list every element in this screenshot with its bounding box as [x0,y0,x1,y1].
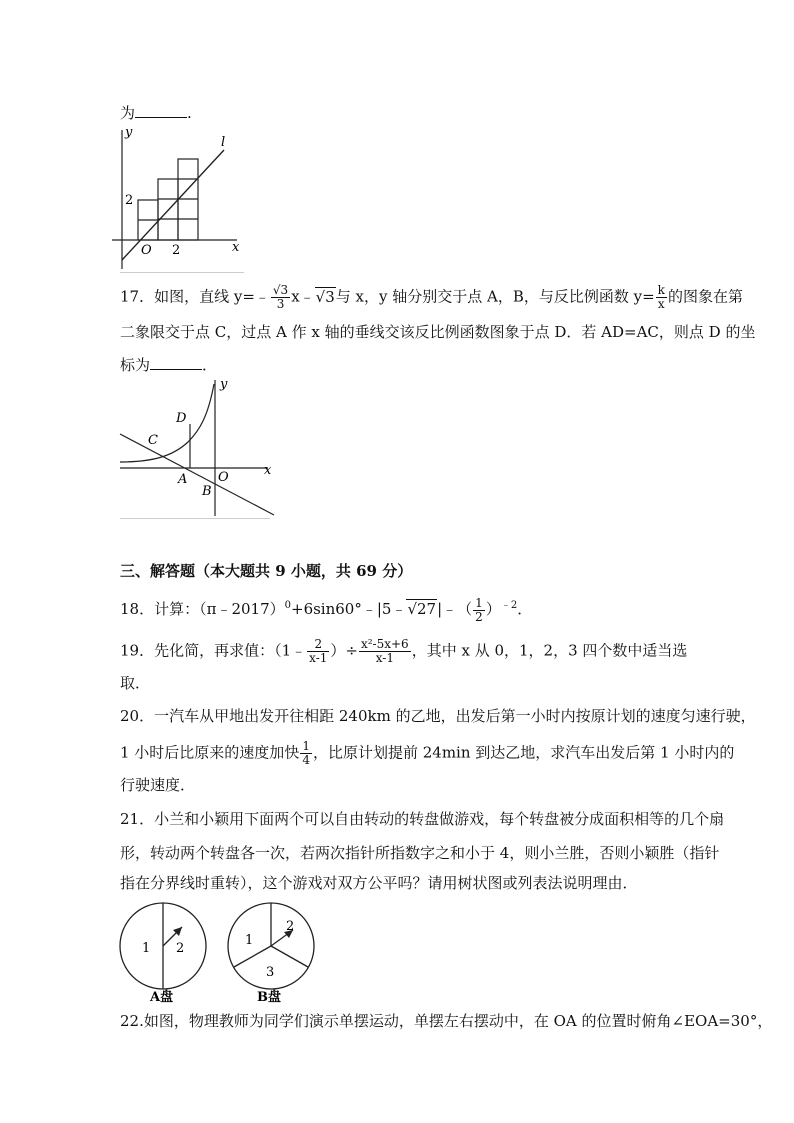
q17-text-c: 与 x，y 轴分别交于点 A，B，与反比例函数 y= [335,287,655,306]
label-o: O [218,470,229,485]
divider [120,518,270,519]
q17-sqrt: √3 [315,287,335,306]
q19-fraction-1: $\frac{2}{x-1}$ [309,637,328,665]
q20-line-1: 20．一汽车从甲地出发开往相距 240km 的乙地，出发后第一小时内按原计划的速度匀速行驶， [120,707,756,725]
spinner-b-label-1: 1 [245,933,254,948]
spinner-a-label-2: 2 [176,941,185,956]
figure-grid-line [112,122,252,278]
q17-text-a: 17．如图，直线 y=﹣ [120,287,270,306]
q19-text-c: ，其中 x 从 0，1，2，3 四个数中适当选 [411,641,688,660]
q17-line-3 [120,355,217,375]
q18-line [120,596,532,624]
label-2-y: 2 [125,193,134,208]
q20-line-2 [120,740,734,767]
q19-line-1 [120,638,687,665]
label-x: x [232,240,240,255]
q20-text-a: 1 小时后比原来的速度加快 [120,743,300,762]
q18-fraction: $\frac{1}{2}$ [475,595,483,624]
q16-answer-line [120,103,192,123]
label-x: x [264,463,272,478]
q18-sqrt: √27 [407,600,437,618]
q16-prefix: 为 [120,104,136,122]
spinner-a-caption: A盘 [150,990,174,1005]
q18-text-d: ） [485,600,501,618]
hyperbola-curve [120,384,214,462]
figure-spinners-svg [115,900,330,1005]
spinner-b [228,903,314,1005]
q17-suffix: ． [202,356,218,374]
label-a: A [178,472,188,487]
q17-prefix: 标为 [120,356,151,374]
spinner-b-label-2: 2 [286,919,295,934]
spinner-a [120,903,206,1005]
figure-grid-line-svg [112,122,252,274]
q20-text-b: ，比原计划提前 24min 到达乙地，求汽车出发后第 1 小时内的 [312,743,735,762]
q20-fraction: $\frac{1}{4}$ [302,739,310,767]
section-heading: 三、解答题（本大题共 9 小题，共 69 分） [120,562,413,580]
q19-fraction-2: $\frac{\text{x²-5x+6}}{x-1}$ [360,637,409,665]
q17-fraction-1: $\frac{√3}{3}$ [272,283,289,311]
q21-line-1: 21．小兰和小颖用下面两个可以自由转动的转盘做游戏，每个转盘被分成面积相等的几个扇 [120,810,725,828]
label-l: l [221,135,226,150]
figure-spinners [115,900,330,1009]
q17-text-b: x﹣ [291,287,315,306]
q17-line-1 [120,284,743,311]
q18-exponent-neg2: ﹣2 [500,600,518,611]
q22-line-1: 22.如图，物理教师为同学们演示单摆运动，单摆左右摆动中，在 OA 的位置时俯角∠EOA=30°， [120,1012,773,1030]
q16-suffix: . [187,104,192,122]
spinner-a-label-1: 1 [142,941,151,956]
q21-line-2: 形，转动两个转盘各一次，若两次指针所指数字之和小于 4，则小兰胜，否则小颖胜（指针 [120,844,720,862]
spinner-b-caption: B盘 [257,990,281,1005]
q19-line-2: 取． [120,674,151,692]
label-b: B [202,484,212,499]
q20-line-3: 行驶速度． [120,776,196,794]
q19-text-a: 19．先化简，再求值：（1﹣ [120,641,307,660]
answer-blank [150,355,202,370]
q21-line-3: 指在分界线时重转），这个游戏对双方公平吗？请用树状图或列表法说明理由． [120,874,638,892]
label-c: C [148,433,158,448]
line-ab [120,434,274,515]
label-2-x: 2 [172,243,181,258]
spinner-b-label-3: 3 [266,965,275,980]
q17-fraction-2: $\frac{k}{x}$ [657,283,665,311]
divider [120,272,244,273]
q18-text-c: |﹣（ [437,600,473,618]
q18-text-a: 18．计算：（π﹣2017） [120,600,285,618]
figure-hyperbola [118,376,278,525]
q18-text-e: ． [517,600,533,618]
figure-hyperbola-svg [118,376,278,521]
q18-exponent-0: 0 [284,600,291,611]
label-origin: O [141,243,152,258]
q18-text-b: +6sin60°﹣|5﹣ [291,600,407,618]
answer-blank [135,103,187,118]
q17-text-d: 的图象在第 [667,287,743,306]
q19-text-b: ）÷ [330,641,358,660]
squares [138,159,198,240]
q17-line-2: 二象限交于点 C，过点 A 作 x 轴的垂线交该反比例函数图象于点 D．若 AD=AC，则点 D 的坐 [120,323,756,341]
label-d: D [176,411,187,426]
label-y: y [220,377,228,392]
label-y: y [125,125,133,140]
